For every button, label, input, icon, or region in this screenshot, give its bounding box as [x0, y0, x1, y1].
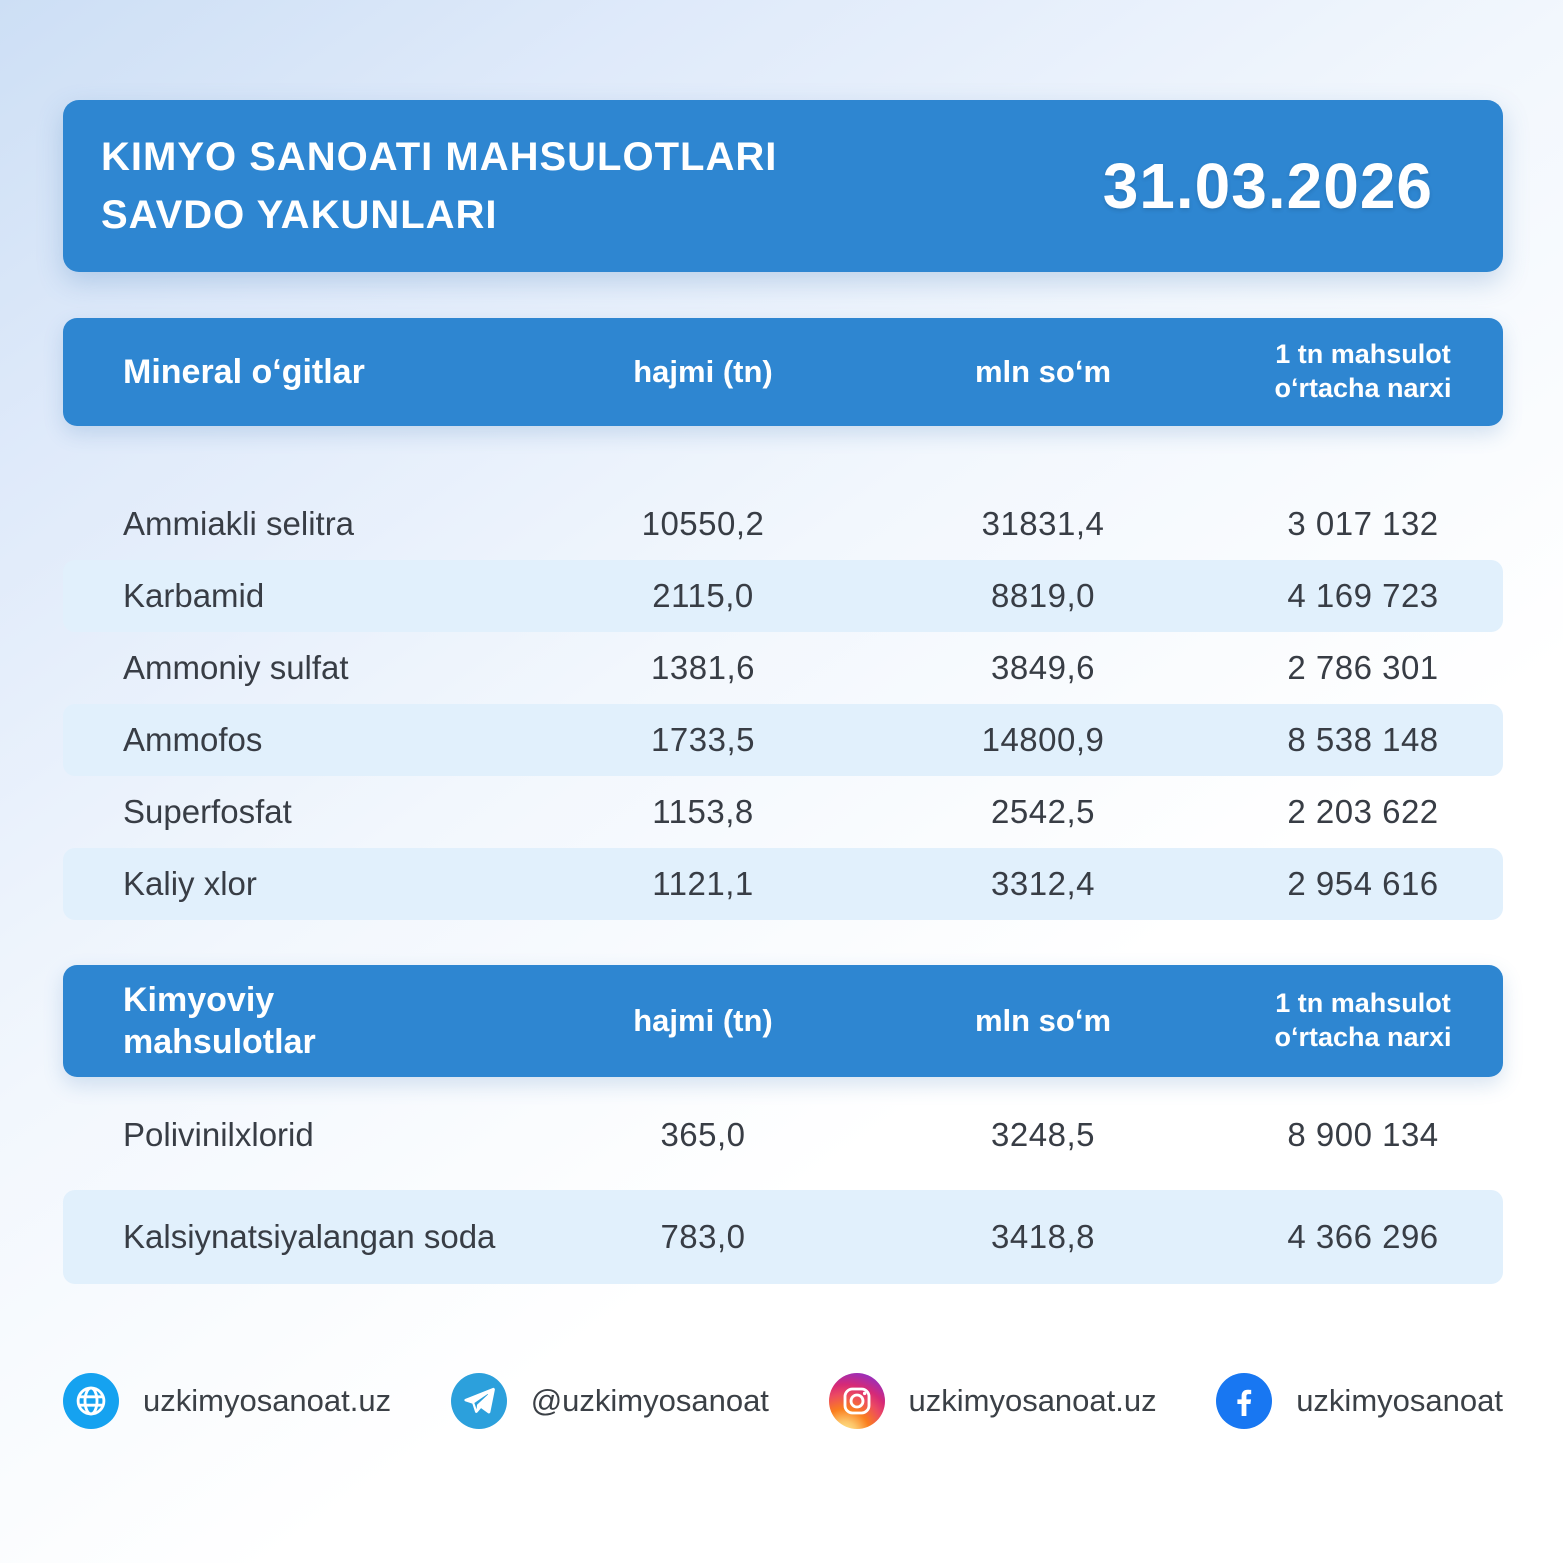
table-row [63, 632, 1503, 704]
product-name: Kaliy xlor [123, 865, 257, 903]
table-row [63, 704, 1503, 776]
product-amount: 14800,9 [981, 721, 1105, 758]
header-banner [63, 100, 1503, 272]
product-amount: 8819,0 [991, 577, 1095, 614]
mineral-table-header [63, 318, 1503, 426]
product-avg-price: 2 203 622 [1287, 793, 1439, 830]
product-avg-price: 3 017 132 [1287, 505, 1439, 542]
product-amount: 3849,6 [991, 649, 1095, 686]
column-avg-price: 1 tn mahsulot oʻrtacha narxi [1274, 339, 1452, 403]
instagram-icon [829, 1373, 885, 1429]
table-row [63, 488, 1503, 560]
column-amount: mln soʻm [974, 354, 1112, 389]
product-volume: 365,0 [660, 1116, 746, 1153]
table-row [63, 1092, 1503, 1178]
report-date: 31.03.2026 [1102, 150, 1433, 222]
social-footer [63, 1372, 1503, 1430]
product-amount: 3418,8 [991, 1218, 1095, 1255]
product-volume: 10550,2 [641, 505, 765, 542]
facebook-icon [1216, 1373, 1272, 1429]
instagram-link[interactable] [829, 1373, 1157, 1429]
column-avg-price: 1 tn mahsulot oʻrtacha narxi [1274, 988, 1452, 1052]
website-link[interactable] [63, 1373, 391, 1429]
product-volume: 1121,1 [652, 865, 754, 902]
column-volume: hajmi (tn) [633, 1003, 773, 1038]
table-row [63, 1190, 1503, 1284]
product-name: Polivinilxlorid [123, 1116, 314, 1154]
product-amount: 3248,5 [991, 1116, 1095, 1153]
product-avg-price: 2 954 616 [1287, 865, 1439, 902]
product-name: Superfosfat [123, 793, 292, 831]
telegram-label: @uzkimyosanoat [530, 1383, 769, 1418]
product-amount: 2542,5 [991, 793, 1095, 830]
product-volume: 1733,5 [651, 721, 755, 758]
telegram-link[interactable] [451, 1373, 769, 1429]
mineral-table-title: Mineral oʻgitlar [123, 352, 365, 391]
chemical-table-header [63, 965, 1503, 1077]
table-row [63, 776, 1503, 848]
product-avg-price: 4 366 296 [1287, 1218, 1439, 1255]
website-label: uzkimyosanoat.uz [143, 1383, 392, 1418]
mineral-table-body [63, 488, 1503, 920]
product-name: Karbamid [123, 577, 265, 615]
product-avg-price: 8 900 134 [1287, 1116, 1439, 1153]
table-row [63, 848, 1503, 920]
facebook-label: uzkimyosanoat [1296, 1383, 1503, 1418]
product-volume: 1153,8 [652, 793, 754, 830]
product-name: Kalsiynatsiyalangan soda [123, 1218, 496, 1256]
column-amount: mln soʻm [974, 1003, 1112, 1038]
product-avg-price: 8 538 148 [1287, 721, 1439, 758]
product-name: Ammoniy sulfat [123, 649, 349, 687]
chemical-table-title: Kimyoviy mahsulotlar [123, 980, 316, 1061]
product-avg-price: 2 786 301 [1287, 649, 1439, 686]
globe-icon [63, 1373, 119, 1429]
product-amount: 3312,4 [991, 865, 1095, 902]
chemical-table-body [63, 1092, 1503, 1284]
product-volume: 2115,0 [652, 577, 754, 614]
product-avg-price: 4 169 723 [1287, 577, 1439, 614]
product-name: Ammofos [123, 721, 263, 759]
product-volume: 1381,6 [651, 649, 755, 686]
instagram-label: uzkimyosanoat.uz [908, 1383, 1157, 1418]
table-row [63, 560, 1503, 632]
facebook-link[interactable] [1216, 1373, 1503, 1429]
product-name: Ammiakli selitra [123, 505, 355, 543]
page-title [101, 128, 777, 244]
telegram-icon [451, 1373, 507, 1429]
product-amount: 31831,4 [981, 505, 1105, 542]
product-volume: 783,0 [660, 1218, 746, 1255]
page-title-line2: SAVDO YAKUNLARI [101, 193, 498, 237]
column-volume: hajmi (tn) [633, 354, 773, 389]
page-title-line1: KIMYO SANOATI MAHSULOTLARI [101, 135, 778, 179]
